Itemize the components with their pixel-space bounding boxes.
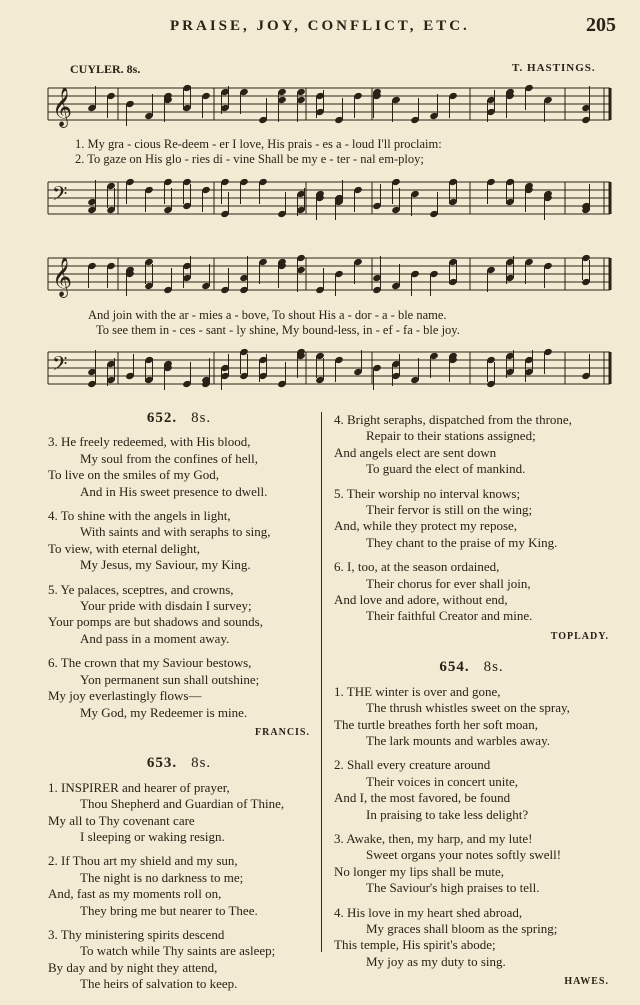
hymn-654-stanza-4-line-4: My joy as my duty to sing. — [366, 953, 506, 969]
hymn-653-text — [48, 780, 310, 993]
hymn-653-cont-stanza-2-line-3: And, while they protect my repose, — [334, 518, 518, 534]
bass-clef-icon: 𝄢 — [52, 352, 68, 380]
hymn-654-stanza-1 — [334, 684, 609, 750]
hymn-654-meter: 8s. — [483, 659, 504, 676]
hymn-653-cont-stanza-2-line-4: They chant to the praise of my King. — [366, 534, 558, 550]
treble-clef-icon: 𝄞 — [52, 87, 73, 127]
hymn-652-stanza-3-line-1: 5. Ye palaces, sceptres, and crowns, — [48, 581, 234, 597]
hymn-654-stanza-4-line-2: My graces shall bloom as the spring; — [366, 920, 558, 936]
hymn-654-stanza-1-line-4: The lark mounts and warbles away. — [366, 732, 550, 748]
hymn-652-stanza-2-line-2: With saints and with seraphs to sing, — [80, 524, 271, 540]
page-number: 205 — [586, 14, 616, 36]
hymn-653-stanza-3-line-4: The heirs of salvation to keep. — [80, 976, 238, 992]
hymn-652-heading — [48, 410, 310, 426]
hymn-653-number: 653. — [146, 755, 178, 772]
hymn-653-stanza-1-line-2: Thou Shepherd and Guardian of Thine, — [80, 796, 285, 812]
hymn-653-cont-stanza-3 — [334, 559, 609, 625]
hymn-653-stanza-1-line-4: I sleeping or waking resign. — [80, 828, 225, 844]
hymn-653-cont-stanza-3-line-4: Their faithful Creator and mine. — [366, 608, 533, 624]
left-column — [48, 410, 310, 1001]
hymn-653-stanza-3-line-3: By day and by night they attend, — [48, 959, 218, 975]
hymn-652-stanza-3-line-3: Your pomps are but shadows and sounds, — [48, 614, 263, 630]
hymn-653-stanza-1-line-3: My all to Thy covenant care — [48, 812, 195, 828]
hymn-652-stanza-1-line-1: 3. He freely redeemed, with His blood, — [48, 434, 251, 450]
hymn-654-stanza-2-line-1: 2. Shall every creature around — [334, 757, 491, 773]
hymn-654-stanza-4 — [334, 905, 609, 971]
music-system-2-treble — [0, 248, 640, 308]
hymn-653-cont-stanza-2-line-1: 5. Their worship no interval knows; — [334, 485, 521, 501]
hymn-654-stanza-4-line-3: This temple, His spirit's abode; — [334, 937, 496, 953]
hymn-653-cont-stanza-1 — [334, 412, 609, 478]
tune-composer: T. HASTINGS. — [512, 62, 596, 74]
music-system-1-bass — [0, 172, 640, 232]
hymn-653-cont-stanza-3-line-2: Their chorus for ever shall join, — [366, 575, 531, 591]
hymn-654-stanza-3 — [334, 831, 609, 897]
hymn-652-number: 652. — [146, 410, 178, 426]
hymn-654-stanza-3-line-1: 3. Awake, then, my harp, and my lute! — [334, 830, 533, 846]
hymn-653-meter: 8s. — [191, 755, 212, 772]
hymn-653-cont-stanza-3-line-3: And love and adore, without end, — [334, 592, 508, 608]
hymn-652-stanza-4 — [48, 655, 310, 721]
hymn-653-stanza-3-line-2: To watch while Thy saints are asleep; — [80, 943, 276, 959]
hymn-654-stanza-2-line-3: And I, the most favored, be found — [334, 790, 511, 806]
hymn-654-author: HAWES. — [564, 976, 609, 988]
hymn-653-stanza-3-line-1: 3. Thy ministering spirits descend — [48, 926, 225, 942]
hymn-652-stanza-2-line-3: To view, with eternal delight, — [48, 540, 201, 556]
system2-lyric-line1: And join with the ar - mies a - bove, To shout His a - dor - a - ble name. — [88, 308, 447, 322]
running-header: PRAISE, JOY, CONFLICT, ETC. — [170, 18, 470, 34]
hymn-652-stanza-3-line-2: Your pride with disdain I survey; — [80, 598, 252, 614]
hymn-653-cont-stanza-2-line-2: Their fervor is still on the wing; — [366, 502, 533, 518]
hymn-654-stanza-3-line-4: The Saviour's high praises to tell. — [366, 880, 540, 896]
music-system-1-treble — [0, 78, 640, 138]
hymn-652-stanza-1 — [48, 434, 310, 500]
hymn-654-stanza-2-line-4: In praising to take less delight? — [366, 806, 529, 822]
hymn-652-stanza-1-line-4: And in His sweet presence to dwell. — [80, 483, 268, 499]
hymn-653-stanza-3 — [48, 927, 310, 993]
music-system-2-bass — [0, 342, 640, 402]
hymn-652-stanza-2 — [48, 508, 310, 574]
hymn-653-author: TOPLADY. — [550, 630, 609, 642]
hymn-653-cont-stanza-2 — [334, 486, 609, 552]
hymn-654-stanza-1-line-1: 1. THE winter is over and gone, — [334, 683, 501, 699]
column-divider — [321, 412, 322, 952]
hymn-654-number: 654. — [439, 659, 470, 676]
hymn-653-stanza-2-line-4: They bring me but nearer to Thee. — [80, 902, 258, 918]
hymn-653-stanza-1-line-1: 1. INSPIRER and hearer of prayer, — [48, 779, 230, 795]
right-column — [334, 412, 609, 1005]
hymn-653-cont-stanza-1-line-4: To guard the elect of mankind. — [366, 461, 526, 477]
treble-clef-icon: 𝄞 — [52, 257, 73, 297]
hymn-652-stanza-1-line-3: To live on the smiles of my God, — [48, 467, 219, 483]
hymn-652-stanza-1-line-2: My soul from the confines of hell, — [80, 450, 258, 466]
hymn-654-stanza-4-line-1: 4. His love in my heart shed abroad, — [334, 904, 523, 920]
hymn-653-cont-stanza-1-line-3: And angels elect are sent down — [334, 444, 497, 460]
hymn-653-cont-stanza-1-line-1: 4. Bright seraphs, dispatched from the throne, — [334, 412, 572, 427]
hymn-654-heading — [334, 659, 609, 675]
hymn-653-cont-stanza-3-line-1: 6. I, too, at the season ordained, — [334, 559, 500, 575]
hymn-654-stanza-3-line-2: Sweet organs your notes softly swell! — [366, 847, 562, 863]
hymn-653-stanza-2 — [48, 853, 310, 919]
hymn-652-stanza-4-line-4: My God, my Redeemer is mine. — [80, 704, 248, 720]
hymn-652-stanza-4-line-2: Yon permanent sun shall outshine; — [80, 671, 260, 687]
hymn-653-heading — [48, 755, 310, 771]
hymn-652-author: FRANCIS. — [255, 726, 310, 738]
hymn-652-stanza-2-line-4: My Jesus, my Saviour, my King. — [80, 557, 251, 573]
hymn-652-stanza-4-line-3: My joy everlastingly flows— — [48, 688, 202, 704]
hymn-652-text — [48, 434, 310, 721]
hymn-654-stanza-2 — [334, 757, 609, 823]
hymn-653-stanza-2-line-2: The night is no darkness to me; — [80, 869, 244, 885]
hymn-652-stanza-4-line-1: 6. The crown that my Saviour bestows, — [48, 655, 252, 671]
tune-name: CUYLER. 8s. — [70, 62, 141, 76]
hymn-652-meter: 8s. — [191, 410, 212, 426]
hymn-653-stanza-2-line-1: 2. If Thou art my shield and my sun, — [48, 853, 238, 869]
system2-lyric-line2: To see them in - ces - sant - ly shine, My bound-less, in - ef - fa - ble joy. — [96, 323, 460, 337]
hymn-654-stanza-2-line-2: Their voices in concert unite, — [366, 773, 518, 789]
bass-clef-icon: 𝄢 — [52, 182, 68, 210]
hymn-654-stanza-1-line-2: The thrush whistles sweet on the spray, — [366, 700, 570, 716]
hymn-652-stanza-2-line-1: 4. To shine with the angels in light, — [48, 508, 231, 524]
hymn-653-stanza-2-line-3: And, fast as my moments roll on, — [48, 886, 222, 902]
hymn-653-cont-stanza-1-line-2: Repair to their stations assigned; — [366, 428, 536, 444]
hymn-653-stanza-1 — [48, 780, 310, 846]
hymn-654-stanza-1-line-3: The turtle breathes forth her soft moan, — [334, 716, 538, 732]
hymn-652-stanza-3 — [48, 582, 310, 648]
hymn-653-continued-text — [334, 412, 609, 625]
hymn-654-text — [334, 684, 609, 971]
system1-lyric-line1: 1. My gra - cious Re-deem - er I love, His prais - es a - loud I'll proclaim: — [75, 137, 442, 151]
hymn-654-stanza-3-line-3: No longer my lips shall be mute, — [334, 863, 505, 879]
hymn-652-stanza-3-line-4: And pass in a moment away. — [80, 630, 230, 646]
system1-lyric-line2: 2. To gaze on His glo - ries di - vine Shall be my e - ter - nal em-ploy; — [75, 152, 424, 166]
